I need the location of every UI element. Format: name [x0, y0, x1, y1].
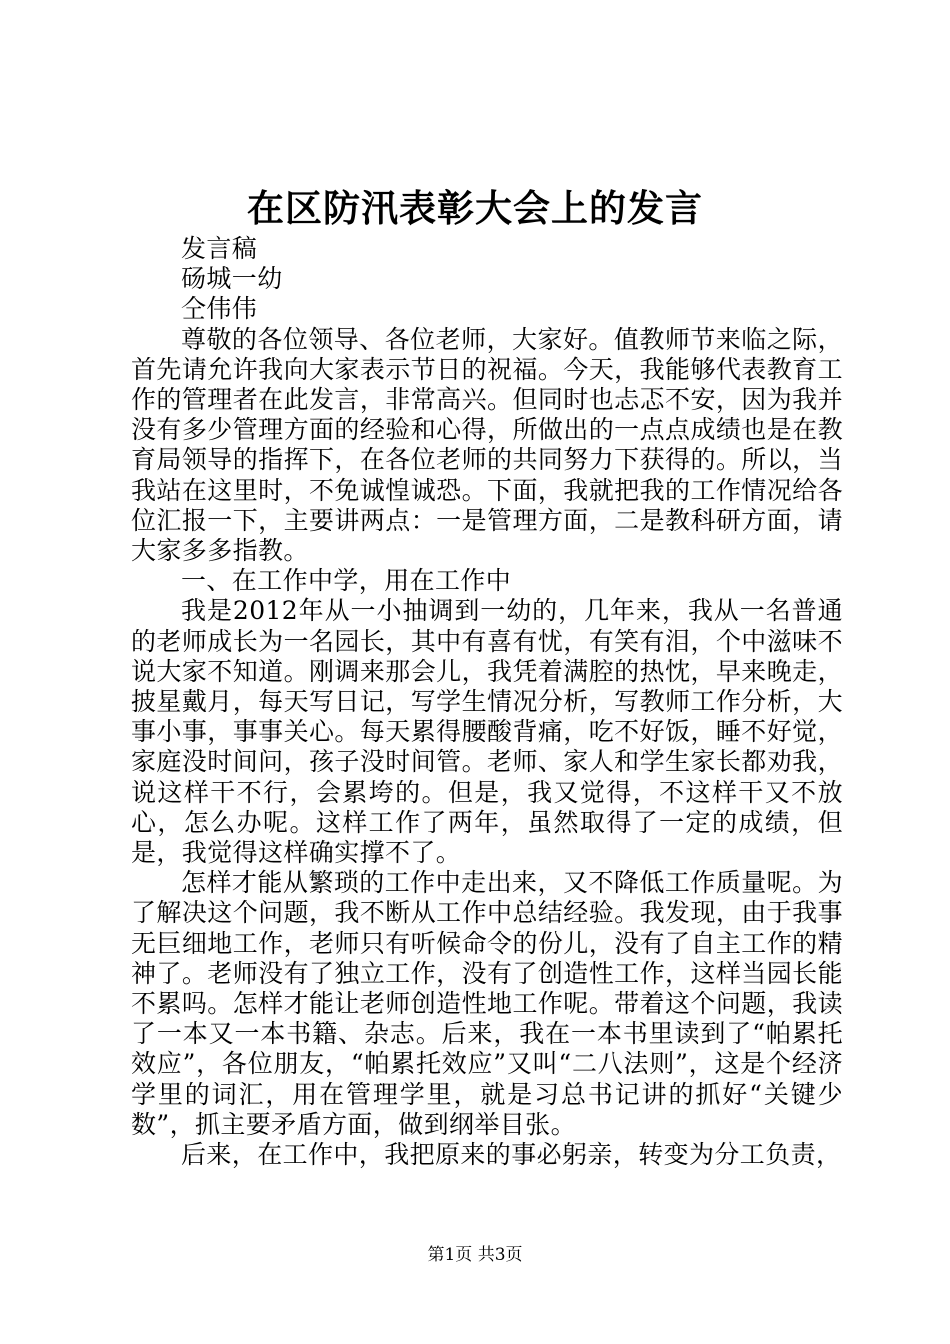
page-footer: 第1页 共3页 [427, 1245, 523, 1265]
author-line: 仝伟伟 [181, 294, 258, 324]
speech-type-line: 发言稿 [181, 234, 258, 263]
organization-line: 砀城一幼 [181, 264, 283, 294]
paragraph-greeting: 尊敬的各位领导、各位老师，大家好。值教师节来临之际，首先请允许我向大家表示节日的祝福。今天，我能够代表教育工作的管理者在此发言，非常高兴。但同时也忐忑不安，因为我并没有多少管理方面的经验和心得，所做出的一点点成绩也是在教育局领导的指挥下，在各位老师的共同努力下获得的。所以，当我站在这里时，不免诚惶诚恐。下面，我就把我的工作情况给各位汇报一下，主要讲两点：一是管理方面，二是教科研方面，请大家多多指教。 [131, 324, 843, 566]
paragraph-reflection: 怎样才能从繁琐的工作中走出来，又不降低工作质量呢。为了解决这个问题，我不断从工作中总结经验。我发现，由于我事无巨细地工作，老师只有听候命令的份儿，没有了自主工作的精神了。老师没有了独立工作，没有了创造性工作，这样当园长能不累吗。怎样才能让老师创造性地工作呢。带着这个问题，我读了一本又一本书籍、杂志。后来，我在一本书里读到了“帕累托效应”，各位朋友，“帕累托效应”又叫“二八法则”，这是个经济学里的词汇，用在管理学里，就是习总书记讲的抓好“关键少数”，抓主要矛盾方面，做到纲举目张。 [131, 868, 843, 1139]
document-title: 在区防汛表彰大会上的发言 [247, 186, 703, 230]
paragraph-continuation: 后来，在工作中，我把原来的事必躬亲，转变为分工负责， [181, 1140, 842, 1170]
paragraph-experience: 我是2012年从一小抽调到一幼的，几年来，我从一名普通的老师成长为一名园长，其中有喜有忧，有笑有泪，个中滋味不说大家不知道。刚调来那会儿，我凭着满腔的热忱，早来晚走，披星戴月，每天写日记，写学生情况分析，写教师工作分析，大事小事，事事关心。每天累得腰酸背痛，吃不好饭，睡不好觉，家庭没时间问，孩子没时间管。老师、家人和学生家长都劝我，说这样干不行，会累垮的。但是，我又觉得，不这样干又不放心，怎么办呢。这样工作了两年，虽然取得了一定的成绩，但是，我觉得这样确实撑不了。 [131, 596, 843, 868]
section-heading-1: 一、在工作中学，用在工作中 [181, 566, 512, 596]
document-body [131, 234, 843, 1170]
